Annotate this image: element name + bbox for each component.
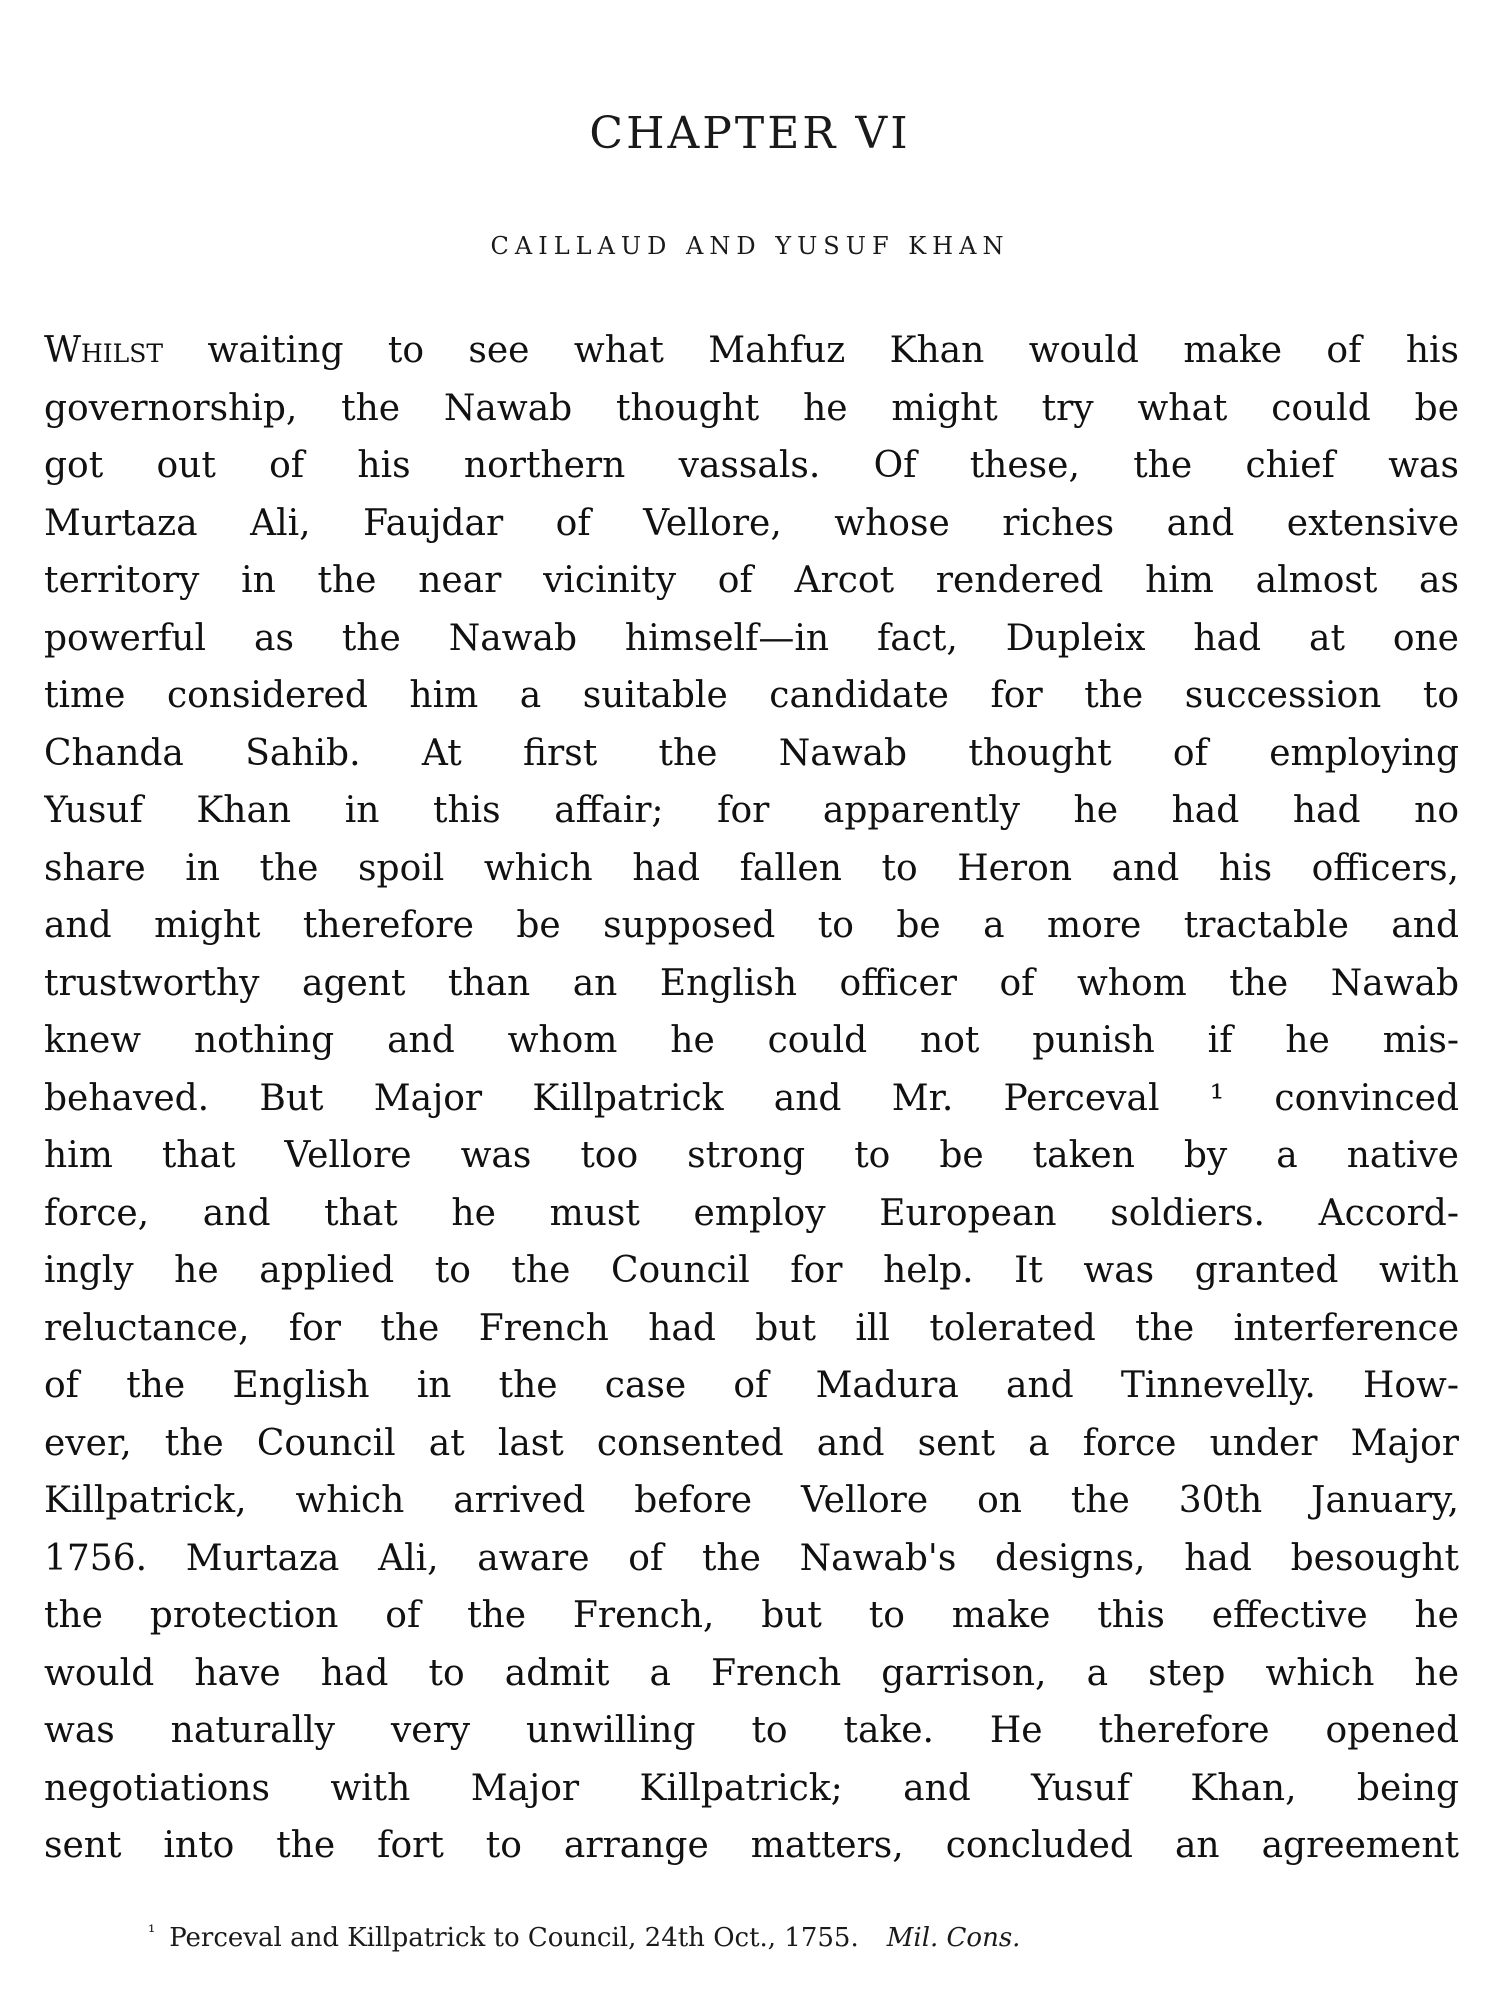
footnote-text: Perceval and Killpatrick to Council, 24th Oct., 1755.: [169, 1923, 859, 1953]
text-line: Whilst waiting to see what Mahfuz Khan would make of his: [44, 330, 1459, 371]
text-line: would have had to admit a French garrison, a step which he: [44, 1652, 1459, 1694]
text-line: time considered him a suitable candidate for the succession to: [44, 675, 1459, 716]
text-line: sent into the fort to arrange matters, concluded an agreement: [44, 1825, 1459, 1866]
chapter-title: CAILLAUD AND YUSUF KHAN: [490, 232, 1010, 260]
text-line: governorship, the Nawab thought he might try what could be: [44, 387, 1459, 429]
text-line: of the English in the case of Madura and Tinnevelly. How-: [44, 1365, 1459, 1406]
text-line: knew nothing and whom he could not punish if he mis-: [44, 1020, 1459, 1061]
text-line: behaved. But Major Killpatrick and Mr. Perceval ¹ convinced: [44, 1077, 1459, 1119]
text-line: ever, the Council at last consented and sent a force under Major: [44, 1422, 1459, 1464]
text-line: force, and that he must employ European soldiers. Accord-: [44, 1192, 1459, 1234]
text-line: Killpatrick, which arrived before Vellore on the 30th January,: [44, 1480, 1459, 1521]
footnote-marker: ¹: [148, 1922, 156, 1943]
footnote: [148, 1922, 1388, 1953]
text-line: 1756. Murtaza Ali, aware of the Nawab's designs, had besought: [44, 1537, 1459, 1579]
text-line: share in the spoil which had fallen to Heron and his officers,: [44, 847, 1459, 889]
text-line: reluctance, for the French had but ill tolerated the interference: [44, 1307, 1459, 1349]
text-line: powerful as the Nawab himself—in fact, Dupleix had at one: [44, 617, 1459, 659]
text-line: ingly he applied to the Council for help. It was granted with: [44, 1250, 1459, 1291]
text-line: Yusuf Khan in this affair; for apparently he had had no: [44, 790, 1459, 831]
text-line: Murtaza Ali, Faujdar of Vellore, whose riches and extensive: [44, 502, 1459, 544]
text-line: territory in the near vicinity of Arcot rendered him almost as: [44, 560, 1459, 601]
body-text: [44, 322, 1459, 1875]
chapter-heading: CHAPTER VI: [589, 108, 911, 159]
text-line: Chanda Sahib. At first the Nawab thought of employing: [44, 732, 1459, 774]
text-line: him that Vellore was too strong to be taken by a native: [44, 1135, 1459, 1176]
text-line: negotiations with Major Killpatrick; and Yusuf Khan, being: [44, 1767, 1459, 1809]
text-line: got out of his northern vassals. Of these, the chief was: [44, 445, 1459, 486]
text-line: and might therefore be supposed to be a more tractable and: [44, 905, 1459, 946]
footnote-reference: Mil. Cons.: [886, 1923, 1021, 1953]
text-line: trustworthy agent than an English officer of whom the Nawab: [44, 962, 1459, 1004]
text-line: the protection of the French, but to make this effective he: [44, 1595, 1459, 1636]
text-line: was naturally very unwilling to take. He therefore opened: [44, 1710, 1459, 1751]
